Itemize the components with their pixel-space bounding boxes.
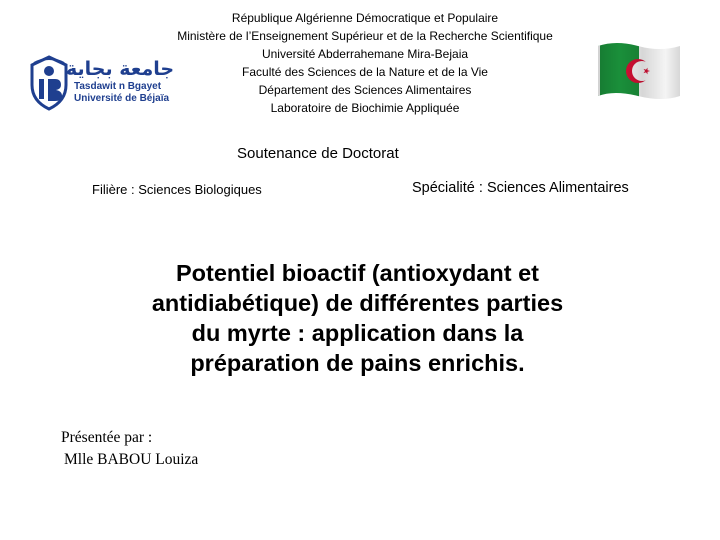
logo-line-kabyle: Tasdawit n Bgayet [74, 81, 162, 92]
logo-line-french: Université de Béjaïa [74, 93, 170, 104]
thesis-title-line: du myrte : application dans la [191, 320, 524, 346]
thesis-title-line: préparation de pains enrichis. [190, 350, 525, 376]
header-laboratory: Laboratoire de Biochimie Appliquée [270, 101, 460, 115]
university-emblem-icon [28, 55, 70, 111]
header-university: Université Abderrahemane Mira-Bejaia [261, 47, 469, 61]
specialty: Spécialité : Sciences Alimentaires [412, 180, 629, 196]
thesis-title-line: Potentiel bioactif (antioxydant et [176, 260, 539, 286]
defense-label: Soutenance de Doctorat [237, 145, 399, 162]
institution-header [120, 9, 610, 117]
thesis-title-line: antidiabétique) de différentes parties [151, 290, 564, 316]
algerian-flag-icon [592, 40, 684, 102]
university-logo [28, 55, 175, 111]
logo-caption [74, 81, 169, 105]
field-of-study: Filière : Sciences Biologiques [92, 182, 262, 197]
header-republic: République Algérienne Démocratique et Populaire [231, 11, 499, 25]
university-arabic-wordmark [65, 57, 175, 80]
header-faculty: Faculté des Sciences de la Nature et de la Vie [242, 65, 488, 79]
presented-by-label: Présentée par : [61, 429, 153, 446]
header-ministry: Ministère de l’Enseignement Supérieur et de la Recherche Scientifique [177, 29, 553, 43]
presenter-name: Mlle BABOU Louiza [64, 451, 199, 468]
header-department: Département des Sciences Alimentaires [258, 83, 472, 97]
thesis-title [110, 258, 605, 378]
logo-arabic-text: جامعة بجاية [65, 58, 175, 80]
